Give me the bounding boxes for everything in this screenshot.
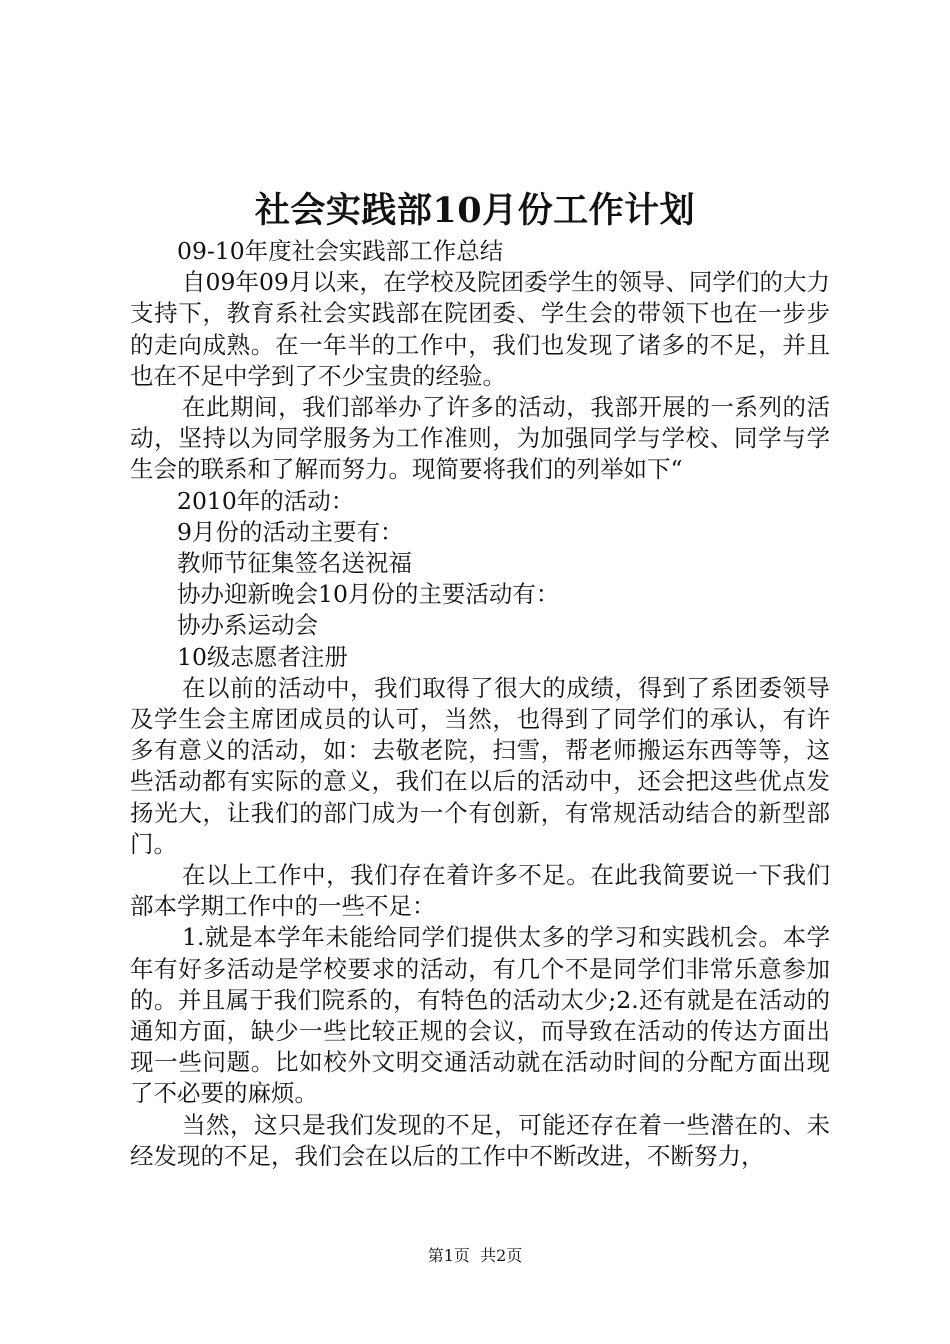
list-item: 教师节征集签名送祝福 — [177, 549, 412, 578]
page-footer: 第1页 共2页 — [427, 1246, 523, 1265]
paragraph: 自09年09月以来，在学校及院团委学生的领导、同学们的大力支持下，教育系社会实践部在院团委、学生会的带领下也在一步步的走向成熟。在一年半的工作中，我们也发现了诸多的不足，并且也在不足中学到了不少宝贵的经验。 — [130, 268, 830, 390]
paragraph: 在以上工作中，我们存在着许多不足。在此我简要说一下我们部本学期工作中的一些不足： — [130, 861, 830, 921]
section-heading: 09-10年度社会实践部工作总结 — [177, 237, 504, 265]
paragraph: 在此期间，我们部举办了许多的活动，我部开展的一系列的活动，坚持以为同学服务为工作准则，为加强同学与学校、同学与学生会的联系和了解而努力。现简要将我们的列举如下“ — [130, 393, 830, 484]
list-item: 协办系运动会 — [177, 611, 318, 640]
list-item: 协办迎新晚会10月份的主要活动有： — [177, 580, 560, 609]
document-body — [130, 236, 830, 1172]
paragraph: 在以前的活动中，我们取得了很大的成绩，得到了系团委领导及学生会主席团成员的认可，当然，也得到了同学们的承认，有许多有意义的活动，如：去敬老院，扫雪，帮老师搬运东西等等，这些活动都有实际的意义，我们在以后的活动中，还会把这些优点发扬光大，让我们的部门成为一个有创新，有常规活动结合的新型部门。 — [130, 673, 830, 858]
paragraph: 当然，这只是我们发现的不足，可能还存在着一些潜在的、未经发现的不足，我们会在以后的工作中不断改进，不断努力， — [130, 1110, 830, 1170]
list-heading: 2010年的活动： — [177, 486, 355, 515]
document-title: 社会实践部10月份工作计划 — [254, 190, 696, 231]
list-item: 10级志愿者注册 — [177, 642, 348, 671]
list-heading: 9月份的活动主要有： — [177, 517, 404, 546]
paragraph: 1.就是本学年未能给同学们提供太多的学习和实践机会。本学年有好多活动是学校要求的活动，有几个不是同学们非常乐意参加的。并且属于我们院系的，有特色的活动太少;2.还有就是在活动的通知方面，缺少一些比较正规的会议，而导致在活动的传达方面出现一些问题。比如校外文明交通活动就在活动时间的分配方面出现了不必要的麻烦。 — [130, 923, 830, 1108]
